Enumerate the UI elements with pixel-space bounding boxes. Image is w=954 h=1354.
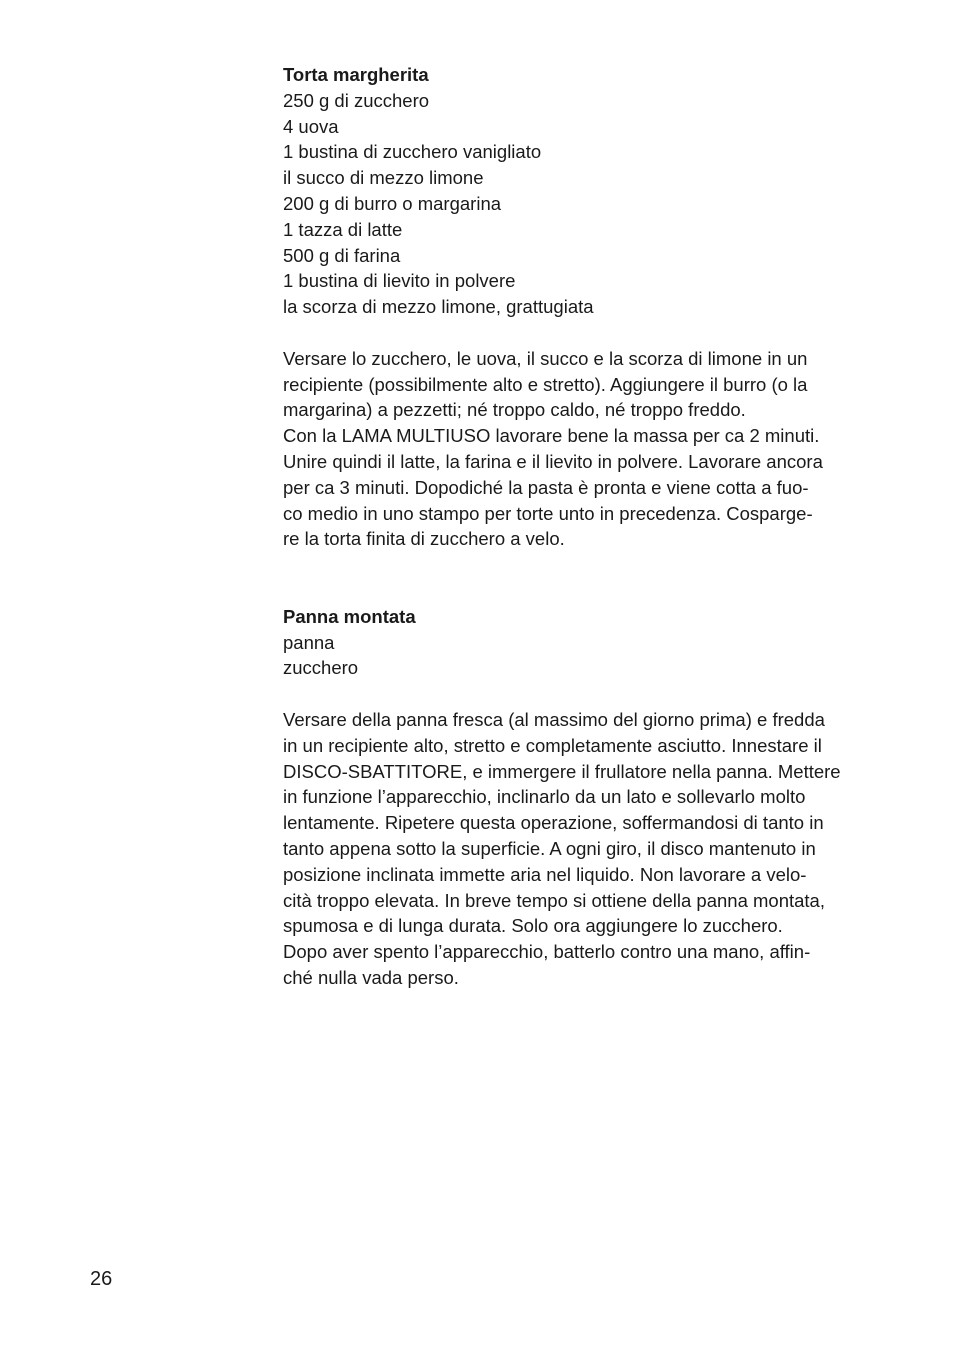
page-number: 26 — [90, 1268, 113, 1290]
method-line: Unire quindi il latte, la farina e il lievito in polvere. Lavorare ancora — [283, 450, 823, 472]
method-line: in funzione l’apparecchio, inclinarlo da un lato e sollevarlo molto — [283, 786, 806, 808]
ingredient-item: 250 g di zucchero — [283, 89, 430, 111]
method-line: co medio in uno stampo per torte unto in precedenza. Cosparge- — [283, 502, 813, 524]
method-line: per ca 3 minuti. Dopodiché la pasta è pronta e viene cotta a fuo- — [283, 476, 809, 498]
ingredient-item: panna — [283, 631, 335, 653]
ingredient-item: la scorza di mezzo limone, grattugiata — [283, 296, 594, 318]
recipe-title: Torta margherita — [283, 64, 429, 85]
ingredient-list — [283, 88, 883, 320]
method-line: lentamente. Ripetere questa operazione, soffermandosi di tanto in — [283, 812, 824, 834]
method-line: DISCO-SBATTITORE, e immergere il frullatore nella panna. Mettere — [283, 760, 841, 782]
method-paragraph — [283, 707, 883, 991]
ingredient-item: zucchero — [283, 657, 359, 679]
method-line: cità troppo elevata. In breve tempo si ottiene della panna montata, — [283, 889, 825, 911]
ingredient-item: 1 tazza di latte — [283, 218, 403, 240]
recipe-panna-montata — [283, 604, 883, 991]
ingredient-item: 200 g di burro o margarina — [283, 192, 502, 214]
method-line: Versare della panna fresca (al massimo del giorno prima) e fredda — [283, 708, 825, 730]
ingredient-item: 500 g di farina — [283, 244, 401, 266]
method-line: Versare lo zucchero, le uova, il succo e la scorza di limone in un — [283, 347, 808, 369]
ingredient-list — [283, 630, 883, 682]
method-line: tanto appena sotto la superficie. A ogni giro, il disco mantenuto in — [283, 837, 816, 859]
recipe-torta-margherita — [283, 62, 883, 552]
method-line: recipiente (possibilmente alto e stretto). Aggiungere il burro (o la — [283, 373, 808, 395]
ingredient-item: il succo di mezzo limone — [283, 167, 484, 189]
method-line: re la torta finita di zucchero a velo. — [283, 528, 565, 550]
method-line: margarina) a pezzetti; né troppo caldo, né troppo freddo. — [283, 399, 746, 421]
method-paragraph — [283, 346, 883, 552]
method-line: ché nulla vada perso. — [283, 966, 459, 988]
ingredient-item: 1 bustina di lievito in polvere — [283, 270, 516, 292]
recipe-title: Panna montata — [283, 605, 416, 627]
method-line: Dopo aver spento l’apparecchio, batterlo contro una mano, affin- — [283, 941, 811, 963]
ingredient-item: 4 uova — [283, 115, 339, 137]
ingredient-item: 1 bustina di zucchero vanigliato — [283, 141, 542, 163]
method-line: in un recipiente alto, stretto e completamente asciutto. Innestare il — [283, 734, 822, 756]
method-line: Con la LAMA MULTIUSO lavorare bene la massa per ca 2 minuti. — [283, 425, 820, 447]
section-spacer — [283, 552, 883, 604]
page-content — [283, 62, 883, 991]
method-line: spumosa e di lunga durata. Solo ora aggiungere lo zucchero. — [283, 915, 783, 937]
method-line: posizione inclinata immette aria nel liquido. Non lavorare a velo- — [283, 863, 807, 885]
